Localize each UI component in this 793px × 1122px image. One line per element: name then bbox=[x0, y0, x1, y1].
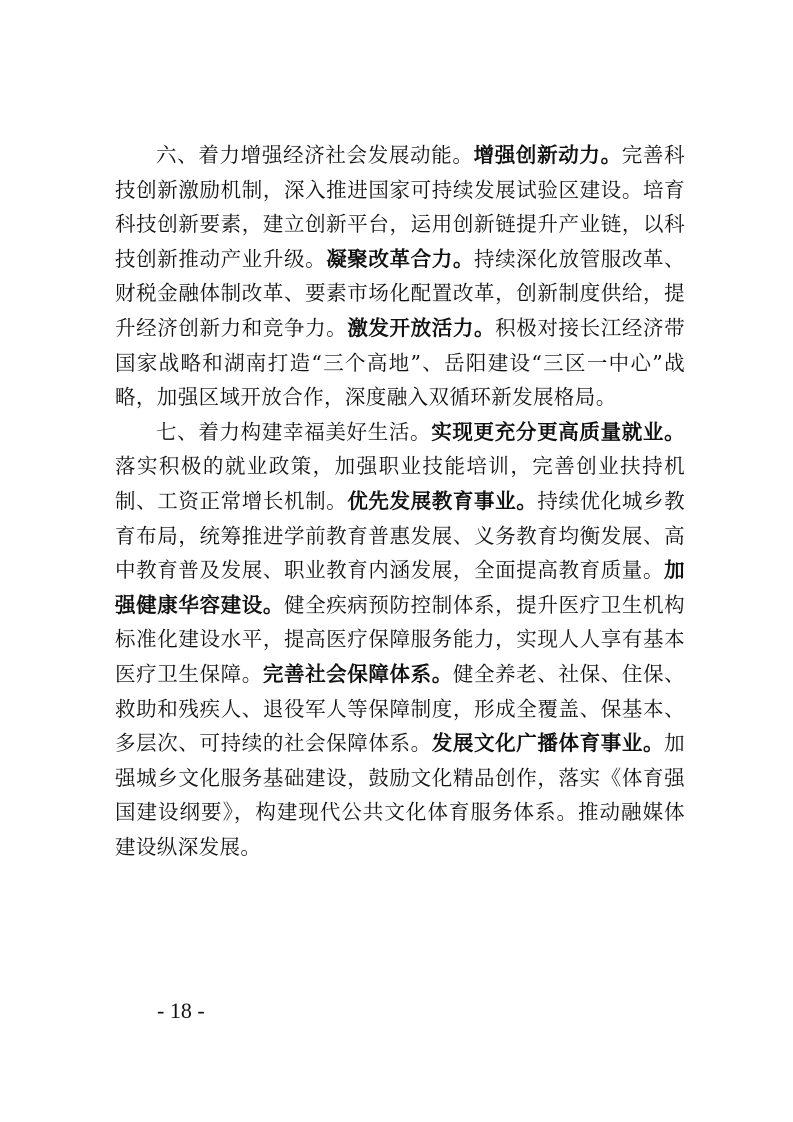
subheading-social-security: 完善社会保障体系。 bbox=[262, 661, 453, 686]
text-health: 健全疾病预防控制体系，提升医疗卫生机构标准化建设水平，提高医疗保障服务能力，实现人人享有基本医疗卫生保障。 bbox=[115, 592, 685, 686]
subheading-health: 加强健康华容建设。 bbox=[115, 558, 685, 617]
document-body bbox=[115, 138, 685, 864]
text-education: 持续优化城乡教育布局，统筹推进学前教育普惠发展、义务教育均衡发展、高中教育普及发展、职业教育内涵发展，全面提高教育质量。 bbox=[115, 488, 685, 583]
page-number: - 18 - bbox=[157, 998, 205, 1023]
section-six-heading: 六、着力增强经济社会发展动能。 bbox=[156, 143, 474, 167]
text-innovation: 完善科技创新激励机制，深入推进国家可持续发展试验区建设。培育科技创新要素，建立创新平台，运用创新链提升产业链，以科技创新推动产业升级。 bbox=[115, 143, 686, 271]
subheading-culture-sports: 发展文化广播体育事业。 bbox=[431, 731, 665, 756]
text-employment: 落实积极的就业政策，加强职业技能培训，完善创业扶持机制、工资正常增长机制。 bbox=[115, 454, 685, 513]
subheading-opening: 激发开放活力。 bbox=[347, 315, 496, 340]
subheading-innovation: 增强创新动力。 bbox=[473, 143, 622, 167]
section-six-paragraph bbox=[115, 138, 685, 415]
section-seven-paragraph bbox=[115, 415, 685, 865]
subheading-reform: 凝聚改革合力。 bbox=[326, 246, 475, 271]
text-culture-sports: 加强城乡文化服务基础建设，鼓励文化精品创作，落实《体育强国建设纲要》，构建现代公共文化体育服务体系。推动融媒体建设纵深发展。 bbox=[115, 731, 685, 859]
section-seven-heading: 七、着力构建幸福美好生活。 bbox=[156, 419, 432, 444]
text-opening: 积极对接长江经济带国家战略和湖南打造“三个高地”、岳阳建设“三区一中心”战略，加强区域开放合作，深度融入双循环新发展格局。 bbox=[115, 315, 685, 410]
text-reform: 持续深化放管服改革、财税金融体制改革、要素市场化配置改革，创新制度供给，提升经济创新力和竞争力。 bbox=[115, 246, 685, 340]
subheading-employment: 实现更充分更高质量就业。 bbox=[431, 419, 685, 444]
subheading-education: 优先发展教育事业。 bbox=[347, 488, 538, 513]
text-social-security: 健全养老、社保、住保、救助和残疾人、退役军人等保障制度，形成全覆盖、保基本、多层次、可持续的社会保障体系。 bbox=[115, 661, 685, 756]
